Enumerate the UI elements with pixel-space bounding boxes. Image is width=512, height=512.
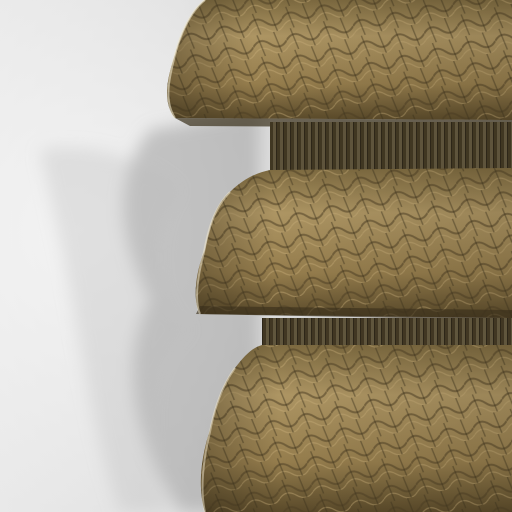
basket-middle	[196, 168, 512, 320]
basket-bottom	[201, 345, 512, 512]
basket-top	[167, 0, 512, 128]
